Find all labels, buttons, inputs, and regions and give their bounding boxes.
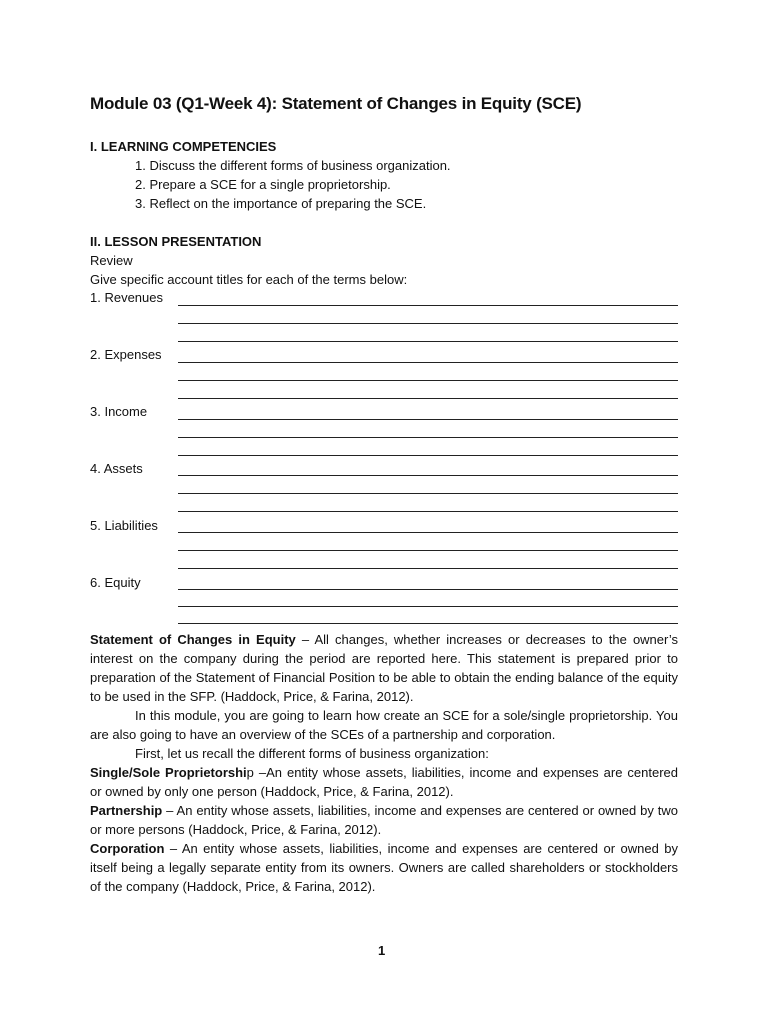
term-label-income: 3. Income <box>90 404 148 419</box>
answer-line[interactable] <box>178 380 678 381</box>
competency-item: 1. Discuss the different forms of business organization. <box>135 158 451 173</box>
answer-line[interactable] <box>178 532 678 533</box>
recall-text: First, let us recall the different forms of business organization: <box>135 746 489 761</box>
answer-line[interactable] <box>178 550 678 551</box>
term-label-revenues: 1. Revenues <box>90 290 163 305</box>
answer-line[interactable] <box>178 305 678 306</box>
answer-line[interactable] <box>178 493 678 494</box>
term-label-liabilities: 5. Liabilities <box>90 518 158 533</box>
term-label-expenses: 2. Expenses <box>90 347 162 362</box>
answer-line[interactable] <box>178 362 678 363</box>
definition-corporation <box>90 839 678 896</box>
answer-line[interactable] <box>178 475 678 476</box>
definition-text: –An entity whose assets, liabilities, income and expenses are centered or owned by only one person (Haddock, Price, & Farina, 2012). <box>90 765 678 799</box>
section-heading-competencies: I. LEARNING COMPETENCIES <box>90 139 277 154</box>
competency-item: 3. Reflect on the importance of preparing the SCE. <box>135 196 427 211</box>
competency-item: 2. Prepare a SCE for a single proprietorship. <box>135 177 391 192</box>
module-paragraph <box>90 706 678 744</box>
answer-line[interactable] <box>178 419 678 420</box>
answer-line[interactable] <box>178 511 678 512</box>
answer-line[interactable] <box>178 606 678 607</box>
module-paragraph-text: In this module, you are going to learn how create an SCE for a sole/single proprietorship. You are also going to have an overview of the SCEs of a partnership and corporation. <box>90 708 678 742</box>
definition-term: Partnership <box>90 803 163 818</box>
recall-paragraph <box>90 744 678 763</box>
sce-term: Statement of Changes in Equity <box>90 632 296 647</box>
review-subheading: Review <box>90 253 133 268</box>
definition-partnership <box>90 801 678 839</box>
definition-term-tail: p <box>246 765 254 780</box>
sce-definition-text: – All changes, whether increases or decreases to the owner’s interest on the company during the period are reported here. This statement is prepared prior to preparation of the Statement of Financial Position to be able to obtain the ending balance of the equity to be used in the SFP. (Haddock, Price, & Farina, 2012). <box>90 632 678 704</box>
page-title: Module 03 (Q1-Week 4): Statement of Changes in Equity (SCE) <box>90 94 582 113</box>
definition-term: Corporation <box>90 841 165 856</box>
answer-line[interactable] <box>178 568 678 569</box>
page-number: 1 <box>378 943 386 958</box>
term-label-equity: 6. Equity <box>90 575 141 590</box>
answer-line[interactable] <box>178 341 678 342</box>
definition-sole-proprietorship <box>90 763 678 801</box>
answer-line[interactable] <box>178 323 678 324</box>
answer-line[interactable] <box>178 455 678 456</box>
definition-term: Single/Sole Proprietorshi <box>90 765 247 780</box>
sce-definition-paragraph <box>90 630 678 706</box>
answer-line[interactable] <box>178 437 678 438</box>
answer-line[interactable] <box>178 589 678 590</box>
term-label-assets: 4. Assets <box>90 461 143 476</box>
definition-text: – An entity whose assets, liabilities, income and expenses are centered or owned by two or more persons (Haddock, Price, & Farina, 2012). <box>90 803 678 837</box>
definition-text: – An entity whose assets, liabilities, income and expenses are centered or owned by itself being a legally separate entity from its owners. Owners are called shareholders or stockholders of the company (Haddock, Price, & Farina, 2012). <box>90 841 678 894</box>
review-instruction: Give specific account titles for each of the terms below: <box>90 272 408 287</box>
section-heading-lesson: II. LESSON PRESENTATION <box>90 234 262 249</box>
body-text <box>90 630 678 896</box>
answer-line[interactable] <box>178 623 678 624</box>
answer-line[interactable] <box>178 398 678 399</box>
